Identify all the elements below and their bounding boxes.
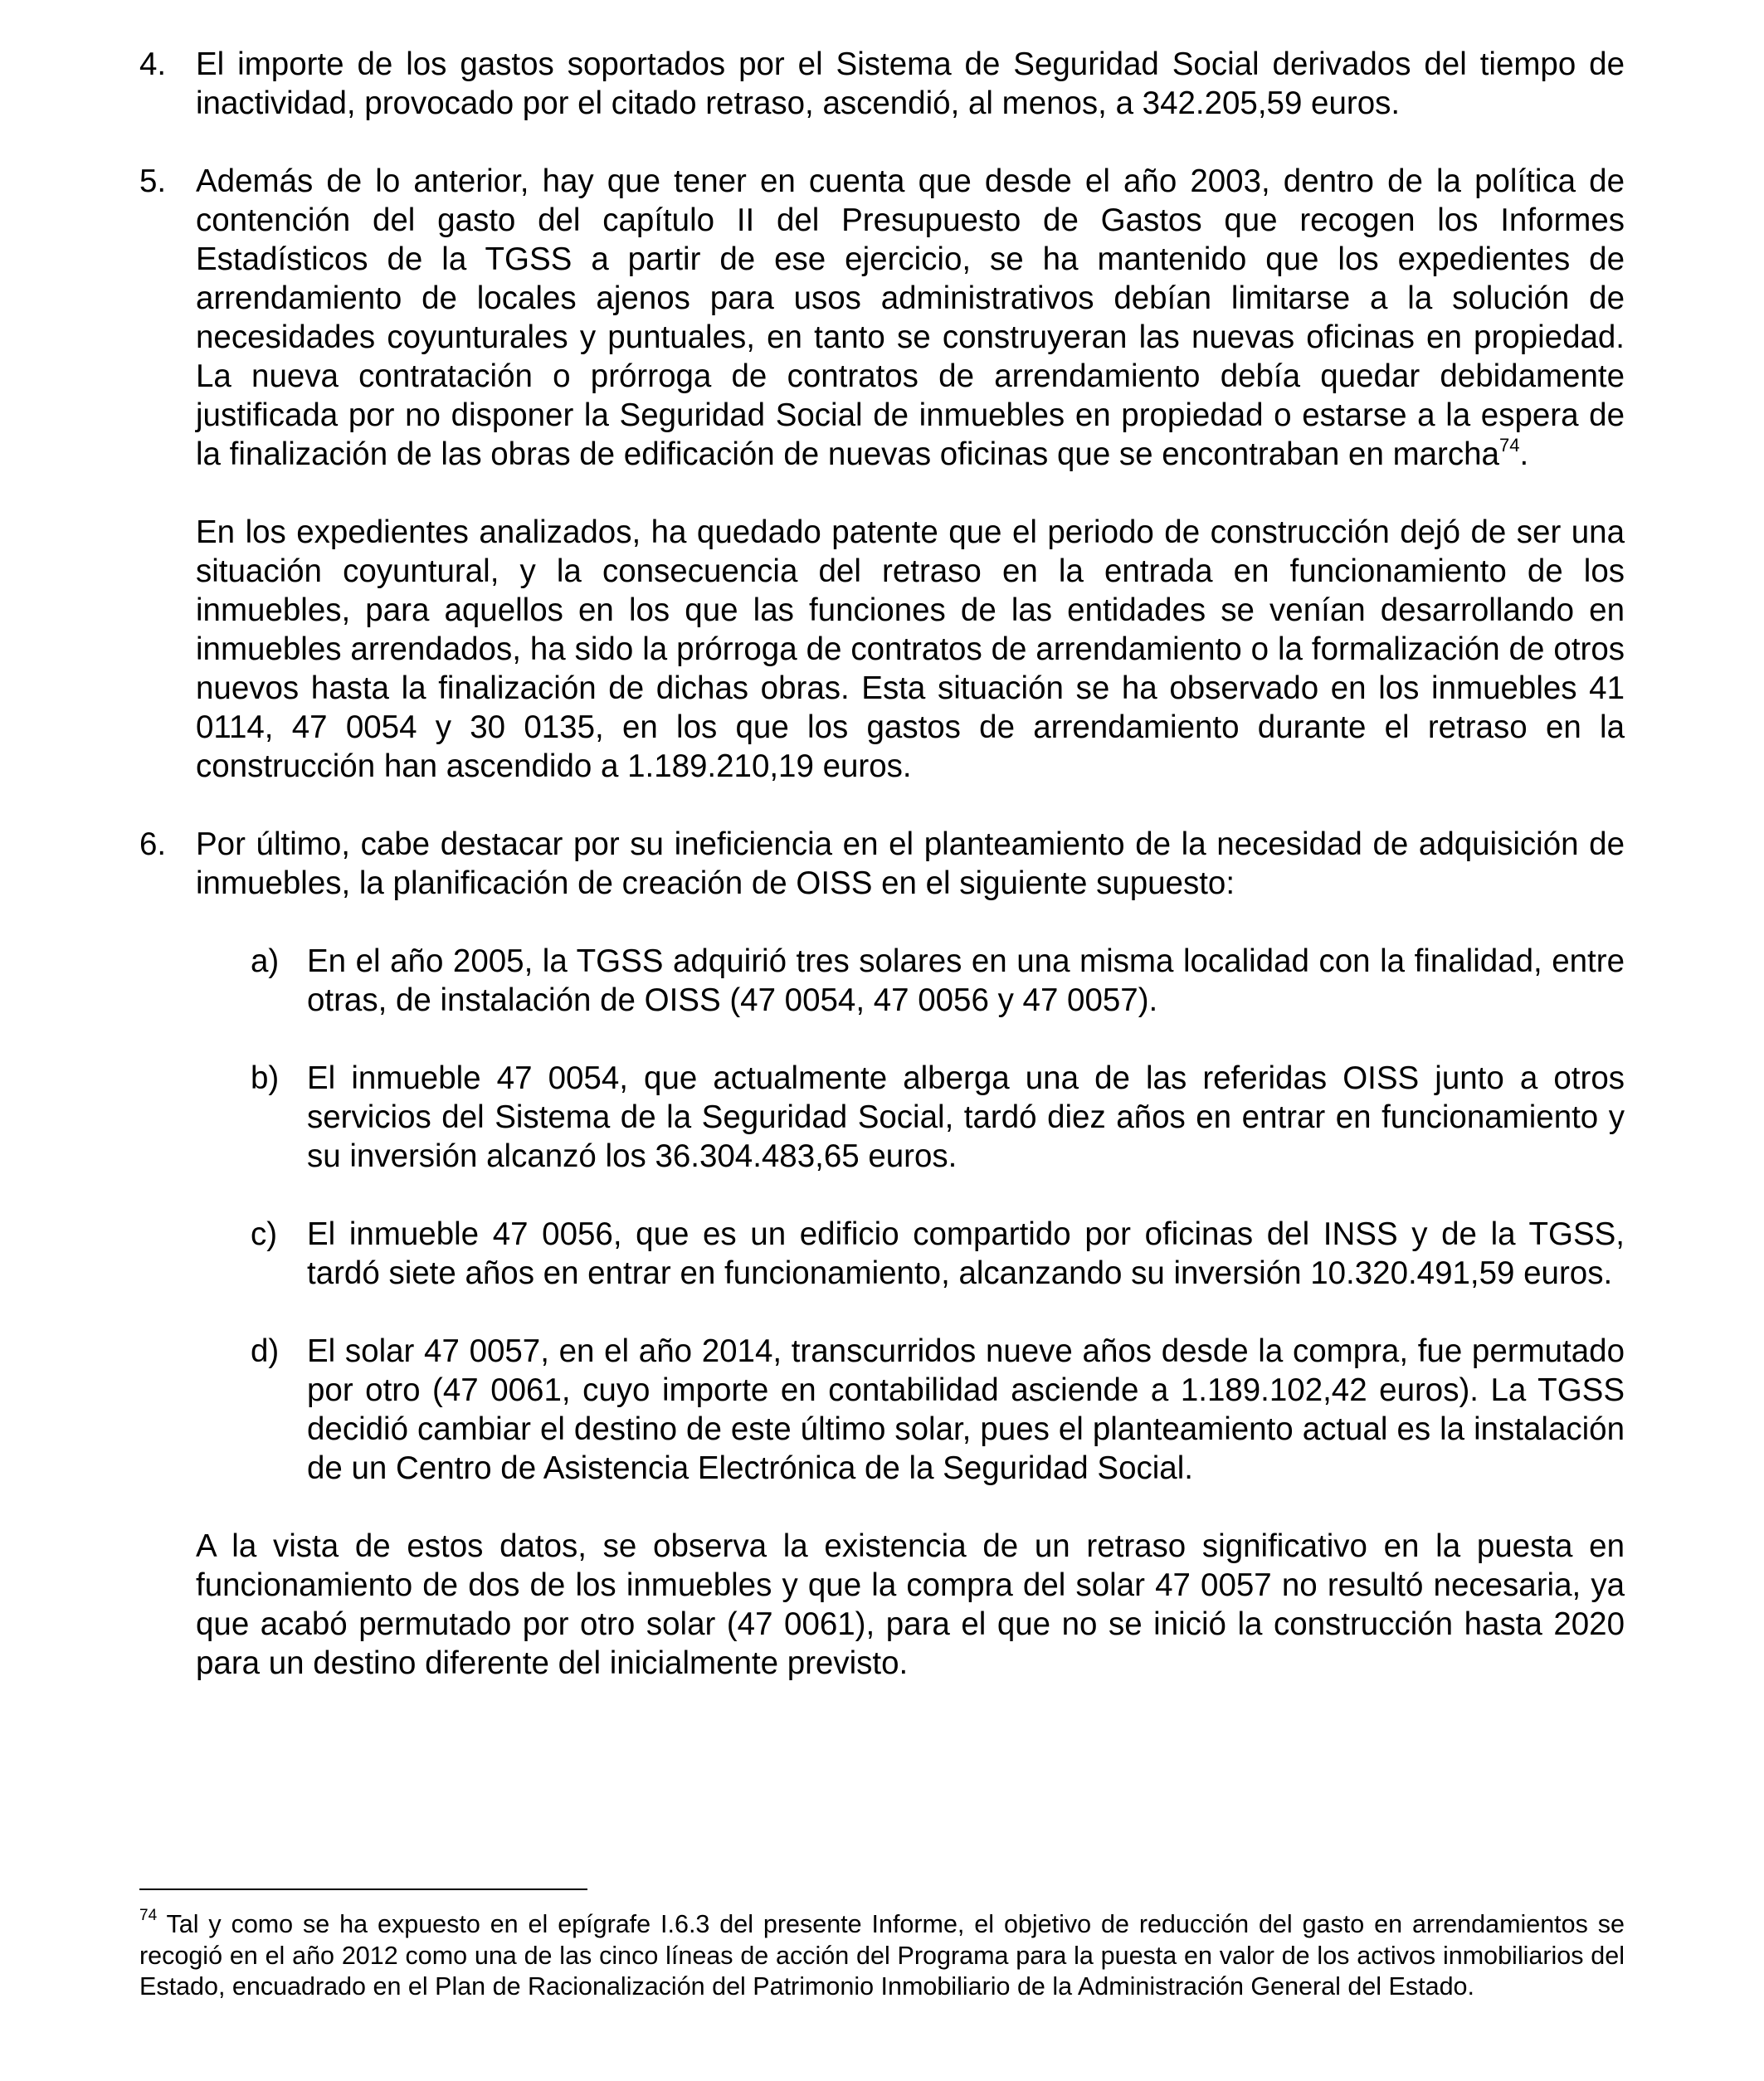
footnote-text: Tal y como se ha expuesto en el epígrafe I.6.3 del presente Informe, el objetivo de reducción del gasto en arrendamientos se recogió en el año 2012 como una de las cinco líneas de acción del Programa para la puesta en valor de los activos inmobiliarios del Estado, encuadrado en el Plan de Racionalización del Patrimonio Inmobiliario de la Administración General del Estado. (139, 1910, 1625, 2001)
subitem-letter: a) (251, 943, 280, 979)
list-item-6 (139, 825, 1625, 903)
footnote-separator (139, 1888, 587, 1890)
subitem-letter: d) (251, 1333, 280, 1369)
subitem-d (139, 1332, 1625, 1488)
item-number: 5. (139, 163, 167, 199)
subitem-c (139, 1215, 1625, 1293)
item-6-text: Por último, cabe destacar por su ineficiencia en el planteamiento de la necesidad de adquisición de inmuebles, la planificación de creación de OISS en el siguiente supuesto: (196, 826, 1625, 901)
item-5-paragraph-2: En los expedientes analizados, ha quedado patente que el periodo de construcción dejó de ser una situación coyuntural, y la consecuencia del retraso en la entrada en funcionamiento de los inmuebles, para aquellos en los que las funciones de las entidades se venían desarrollando en inmuebles arrendados, ha sido la prórroga de contratos de arrendamiento o la formalización de otros nuevos hasta la finalización de dichas obras. Esta situación se ha observado en los inmuebles 41 0114, 47 0054 y 30 0135, en los que los gastos de arrendamiento durante el retraso en la construcción han ascendido a 1.189.210,19 euros. (196, 514, 1625, 784)
item-5-text: Además de lo anterior, hay que tener en cuenta que desde el año 2003, dentro de la política de contención del gasto del capítulo II del Presupuesto de Gastos que recogen los Informes Estadísticos de la TGSS a partir de ese ejercicio, se ha mantenido que los expedientes de arrendamiento de locales ajenos para usos administrativos debían limitarse a la solución de necesidades coyunturales y puntuales, en tanto se construyeran las nuevas oficinas en propiedad. La nueva contratación o prórroga de contratos de arrendamiento debía quedar debidamente justificada por no disponer la Seguridad Social de inmuebles en propiedad o estarse a la espera de la finalización de las obras de edificación de nuevas oficinas que se encontraban en marcha (196, 163, 1625, 472)
document-body (139, 45, 1625, 1683)
subitem-c-text: El inmueble 47 0056, que es un edificio compartido por oficinas del INSS y de la TGSS, tardó siete años en entrar en funcionamiento, alcanzando su inversión 10.320.491,59 euros. (307, 1216, 1625, 1291)
item-number: 4. (139, 46, 167, 82)
sentence-end: . (1519, 436, 1529, 472)
subitem-d-text: El solar 47 0057, en el año 2014, transcurridos nueve años desde la compra, fue permutado por otro (47 0061, cuyo importe en contabilidad asciende a 1.189.102,42 euros). La TGSS decidió cambiar el destino de este último solar, pues el planteamiento actual es la instalación de un Centro de Asistencia Electrónica de la Seguridad Social. (307, 1333, 1625, 1486)
list-item-5 (139, 162, 1625, 474)
list-item-4 (139, 45, 1625, 123)
item-4-text: El importe de los gastos soportados por el Sistema de Seguridad Social derivados del tiempo de inactividad, provocado por el citado retraso, ascendió, al menos, a 342.205,59 euros. (196, 46, 1625, 121)
subitem-b (139, 1059, 1625, 1176)
subitem-letter: b) (251, 1060, 280, 1096)
subitem-letter: c) (251, 1216, 278, 1252)
subitem-a-text: En el año 2005, la TGSS adquirió tres solares en una misma localidad con la finalidad, entre otras, de instalación de OISS (47 0054, 47 0056 y 47 0057). (307, 943, 1625, 1018)
closing-paragraph: A la vista de estos datos, se observa la existencia de un retraso significativo en la puesta en funcionamiento de dos de los inmuebles y que la compra del solar 47 0057 no resultó necesaria, ya que acabó permutado por otro solar (47 0061), para el que no se inició la construcción hasta 2020 para un destino diferente del inicialmente previsto. (196, 1528, 1625, 1681)
footnote-reference: 74 (1498, 435, 1520, 456)
footnote-number: 74 (139, 1906, 158, 1924)
subitem-b-text: El inmueble 47 0054, que actualmente alberga una de las referidas OISS junto a otros servicios del Sistema de la Seguridad Social, tardó diez años en entrar en funcionamiento y su inversión alcanzó los 36.304.483,65 euros. (307, 1060, 1625, 1174)
footnote (139, 1906, 1625, 2003)
subitem-a (139, 942, 1625, 1020)
item-number: 6. (139, 826, 167, 862)
